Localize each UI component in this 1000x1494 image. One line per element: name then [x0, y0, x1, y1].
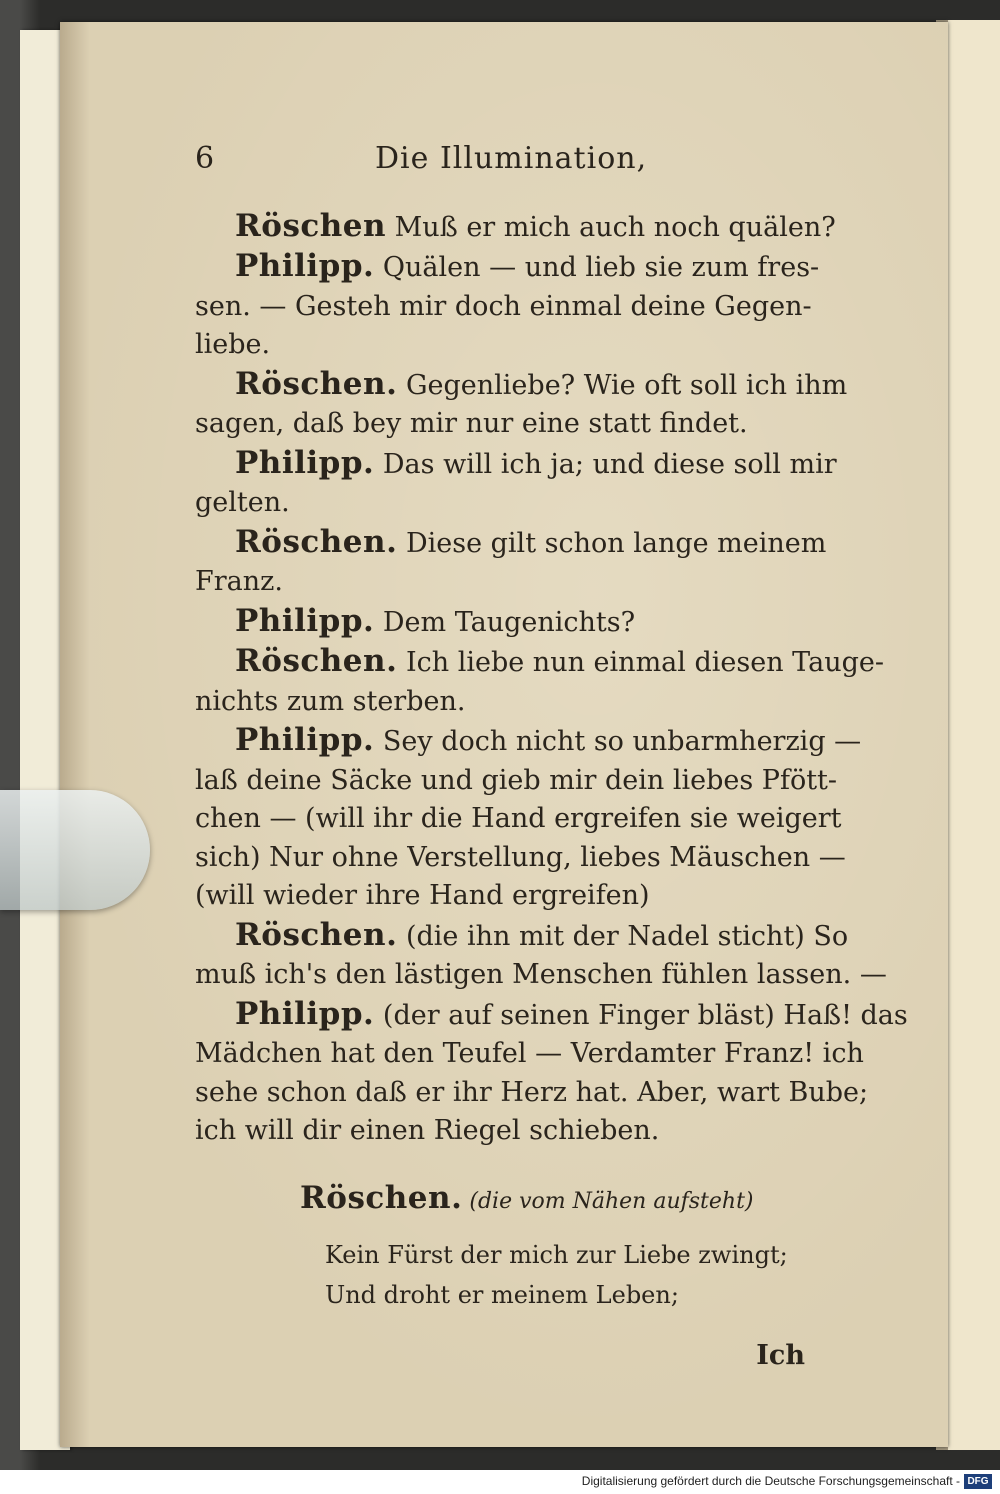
- text-line: [195, 800, 845, 839]
- text-line: [195, 326, 845, 365]
- funding-credit: Digitalisierung gefördert durch die Deutsche Forschungsgemeinschaft -: [581, 1474, 960, 1488]
- song-direction: (die vom Nähen aufsteht): [462, 1188, 754, 1214]
- line-text: ich will dir einen Riegel schieben.: [195, 1115, 660, 1146]
- line-text: Gegenliebe? Wie oft soll ich ihm: [397, 369, 848, 401]
- text-line: [195, 839, 845, 878]
- text-line: [195, 247, 845, 288]
- speaker-name: Philipp.: [235, 444, 375, 481]
- line-text: Dem Taugenichts?: [374, 606, 636, 638]
- line-text: gelten.: [195, 487, 290, 518]
- running-head: Die Illumination,: [375, 141, 648, 176]
- speaker-name: Röschen.: [235, 523, 398, 560]
- text-line: [195, 956, 887, 995]
- speaker-name: Philipp.: [235, 722, 375, 758]
- line-text: (die ihn mit der Nadel sticht) So: [397, 920, 849, 952]
- digitization-footer: [0, 1470, 1000, 1494]
- line-text: laß deine Säcke und gieb mir dein liebes Pfött-: [195, 764, 838, 796]
- page-holder-clip: [0, 790, 150, 910]
- song-speaker: Röschen.: [300, 1179, 463, 1216]
- dialogue-text: [195, 207, 908, 1151]
- text-line: [195, 1035, 864, 1074]
- text-line: [195, 916, 849, 957]
- dfg-logo: DFG: [964, 1474, 992, 1489]
- text-line: [195, 721, 862, 762]
- speaker-name: Röschen: [235, 207, 387, 244]
- line-text: (will wieder ihre Hand ergreifen): [195, 880, 650, 911]
- page-content: [195, 140, 908, 1376]
- page-header: [195, 140, 845, 179]
- line-text: Muß er mich auch noch quälen?: [386, 211, 836, 243]
- line-text: sich) Nur ohne Verstellung, liebes Mäuschen —: [195, 841, 846, 873]
- line-text: Mädchen hat den Teufel — Verdamter Franz! ich: [195, 1038, 864, 1069]
- speaker-name: Philipp.: [235, 602, 375, 639]
- line-text: sagen, daß bey mir nur eine statt findet.: [195, 408, 748, 439]
- song-heading: [195, 1179, 845, 1222]
- text-line: [195, 365, 848, 406]
- line-text: sehe schon daß er ihr Herz hat. Aber, wart Bube;: [195, 1076, 869, 1108]
- text-line: [195, 602, 845, 643]
- line-text: Das will ich ja; und diese soll mir: [374, 448, 837, 480]
- speaker-name: Röschen.: [235, 643, 398, 679]
- line-text: Diese gilt schon lange meinem: [397, 527, 827, 559]
- line-text: Ich liebe nun einmal diesen Tauge-: [397, 647, 884, 678]
- text-line: [195, 207, 845, 248]
- text-line: [195, 523, 845, 564]
- line-text: Sey doch nicht so unbarmherzig —: [374, 726, 862, 757]
- text-line: [195, 877, 845, 916]
- page-number: 6: [195, 141, 215, 176]
- text-line: [195, 762, 845, 801]
- text-line: [195, 1112, 845, 1151]
- text-line: [195, 642, 884, 683]
- speaker-name: Röschen.: [235, 365, 398, 402]
- text-line: [195, 484, 845, 523]
- catchword: Ich: [756, 1340, 805, 1371]
- speaker-name: Röschen.: [235, 916, 398, 953]
- right-cover-edge: [948, 20, 1000, 1450]
- line-text: chen — (will ihr die Hand ergreifen sie weigert: [195, 803, 842, 834]
- line-text: nichts zum sterben.: [195, 685, 466, 717]
- verse-line: Kein Fürst der mich zur Liebe zwingt;: [325, 1241, 788, 1269]
- speaker-name: Philipp.: [235, 995, 375, 1032]
- text-line: [195, 995, 908, 1036]
- text-line: [195, 444, 845, 485]
- line-text: muß ich's den lästigen Menschen fühlen lassen. —: [195, 959, 887, 990]
- text-line: [195, 405, 845, 444]
- text-line: [195, 288, 845, 327]
- text-line: [195, 683, 845, 722]
- line-text: liebe.: [195, 329, 271, 360]
- line-text: (der auf seinen Finger bläst) Haß! das: [374, 999, 908, 1031]
- line-text: Franz.: [195, 566, 283, 597]
- line-text: Quälen — und lieb sie zum fres-: [374, 252, 820, 283]
- verse-line: Und droht er meinem Leben;: [325, 1281, 679, 1309]
- text-line: [195, 563, 845, 602]
- line-text: sen. — Gesteh mir doch einmal deine Gegen-: [195, 290, 812, 322]
- speaker-name: Philipp.: [235, 248, 375, 284]
- text-line: [195, 1074, 869, 1113]
